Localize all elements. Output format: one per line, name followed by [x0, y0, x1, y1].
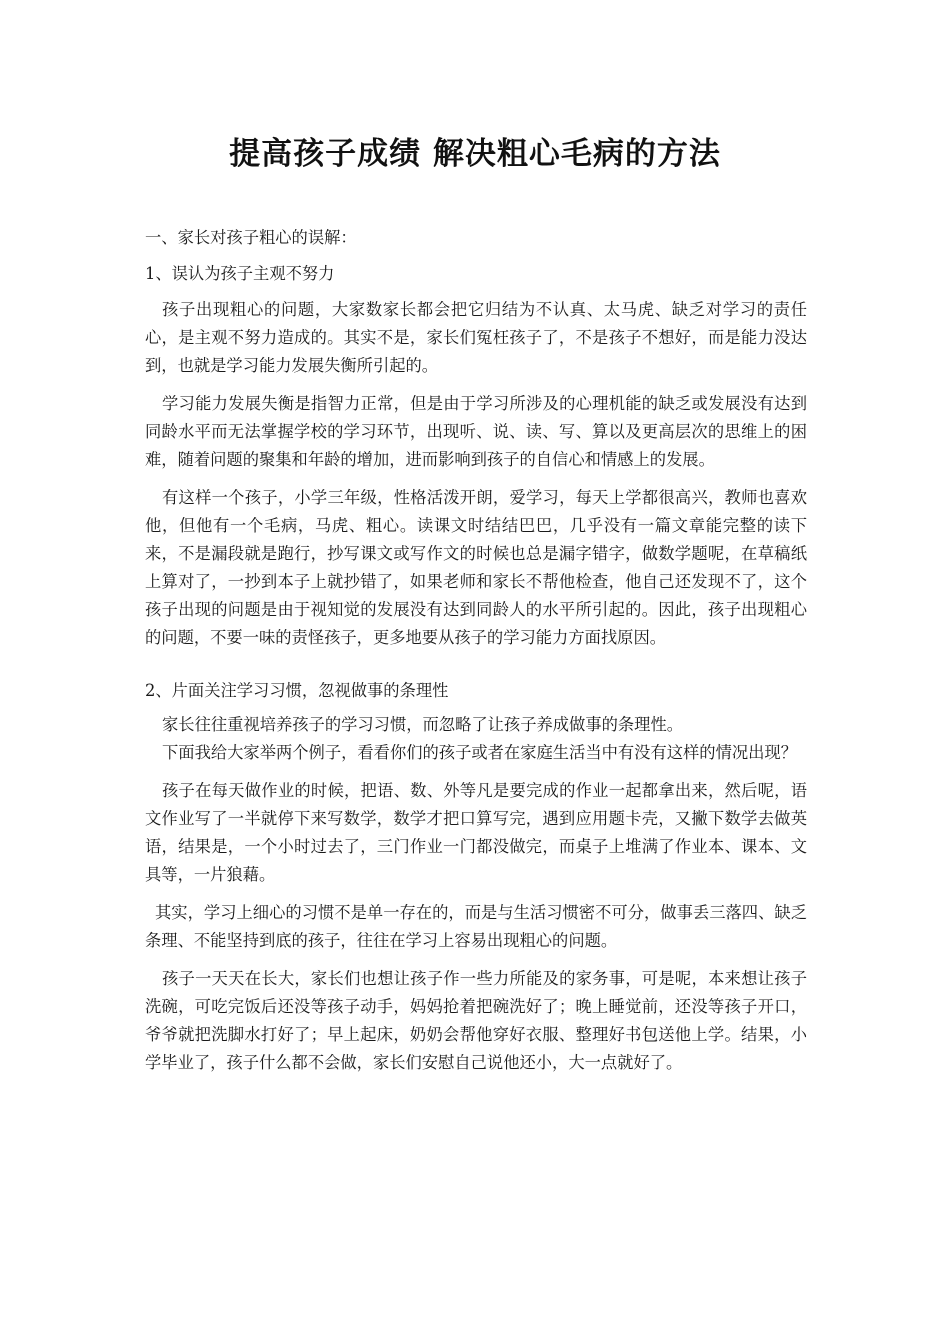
paragraph: 孩子一天天在长大，家长们也想让孩子作一些力所能及的家务事，可是呢，本来想让孩子洗碗，可吃完饭后还没等孩子动手，妈妈抢着把碗洗好了；晚上睡觉前，还没等孩子开口，爷爷就把洗脚水打好了；早上起床，奶奶会帮他穿好衣服、整理好书包送他上学。结果，小学毕业了，孩子什么都不会做，家长们安慰自己说他还小，大一点就好了。 [145, 969, 807, 1072]
document-body [145, 224, 807, 1077]
subsection-heading-1: 1、误认为孩子主观不努力 [145, 264, 335, 283]
paragraph: 孩子出现粗心的问题，大家数家长都会把它归结为不认真、太马虎、缺乏对学习的责任心，是主观不努力造成的。其实不是，家长们冤枉孩子了，不是孩子不想好，而是能力没达到，也就是学习能力发展失衡所引起的。 [145, 300, 807, 375]
paragraph: 学习能力发展失衡是指智力正常，但是由于学习所涉及的心理机能的缺乏或发展没有达到同龄水平而无法掌握学校的学习环节，出现听、说、读、写、算以及更高层次的思维上的困难，随着问题的聚集和年龄的增加，进而影响到孩子的自信心和情感上的发展。 [145, 394, 807, 469]
paragraph: 下面我给大家举两个例子，看看你们的孩子或者在家庭生活当中有没有这样的情况出现？ [162, 743, 797, 762]
paragraph: 其实，学习上细心的习惯不是单一存在的，而是与生活习惯密不可分，做事丢三落四、缺乏条理、不能坚持到底的孩子，往往在学习上容易出现粗心的问题。 [145, 903, 807, 950]
paragraph: 有这样一个孩子，小学三年级，性格活泼开朗，爱学习，每天上学都很高兴，教师也喜欢他，但他有一个毛病，马虎、粗心。读课文时结结巴巴，几乎没有一篇文章能完整的读下来，不是漏段就是跑行，抄写课文或写作文的时候也总是漏字错字，做数学题呢，在草稿纸上算对了，一抄到本子上就抄错了，如果老师和家长不帮他检查，他自己还发现不了，这个孩子出现的问题是由于视知觉的发展没有达到同龄人的水平所引起的。因此，孩子出现粗心的问题，不要一味的责怪孩子，更多地要从孩子的学习能力方面找原因。 [145, 488, 807, 647]
page-title: 提高孩子成绩 解决粗心毛病的方法 [229, 136, 721, 172]
paragraph: 家长往往重视培养孩子的学习习惯，而忽略了让孩子养成做事的条理性。 [162, 715, 684, 734]
paragraph: 孩子在每天做作业的时候，把语、数、外等凡是要完成的作业一起都拿出来，然后呢，语文作业写了一半就停下来写数学，数学才把口算写完，遇到应用题卡壳，又撇下数学去做英语，结果是，一个小时过去了，三门作业一门都没做完，而桌子上堆满了作业本、课本、文具等，一片狼藉。 [145, 781, 807, 884]
section-heading-misconceptions: 一、家长对孩子粗心的误解： [145, 228, 357, 247]
subsection-heading-2: 2、片面关注学习习惯，忽视做事的条理性 [145, 681, 449, 700]
